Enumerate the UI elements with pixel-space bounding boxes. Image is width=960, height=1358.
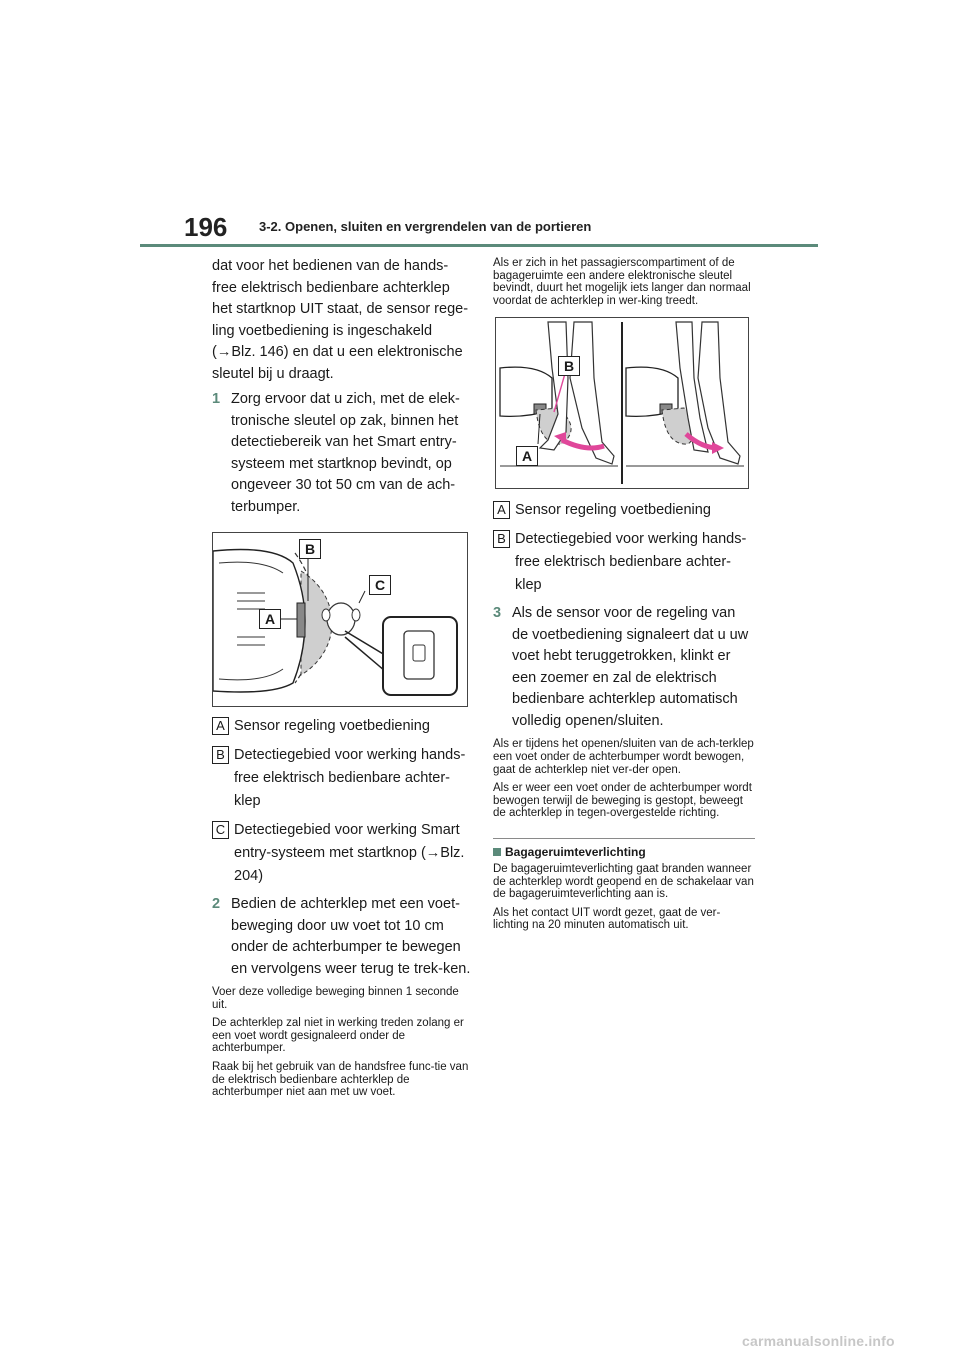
- figure-tag-a: A: [516, 446, 538, 466]
- legend-item-c: [212, 819, 472, 888]
- intro-paragraph: dat voor het bedienen van de hands-free elektrisch bedienbare achterklep het startknop UIT staat, de sensor rege-ling voetbediening is ingeschakeld (→Blz. 146) en dat u een elektronische sleutel bij u draagt.: [212, 258, 469, 382]
- legend-letter: B: [493, 530, 510, 548]
- figure-tag-b: B: [558, 356, 580, 376]
- figure-tag-a: A: [259, 609, 281, 629]
- top-view-illustration: [213, 533, 467, 706]
- legend-item-b: [212, 744, 472, 813]
- step-3: [493, 603, 755, 732]
- note: Als er tijdens het openen/sluiten van de ach-terklep een voet onder de achterbumper wordt bewogen, gaat de achterklep niet ver-der open.: [493, 738, 754, 776]
- right-column: [493, 256, 755, 938]
- subsection-heading: [493, 845, 755, 859]
- subsection-heading-text: Bagageruimteverlichting: [505, 844, 646, 859]
- note: Als er weer een voet onder de achterbumper wordt bewogen terwijl de beweging is gestopt, beweegt de achterklep in tegen-overgestelde richting.: [493, 782, 752, 820]
- subsection-rule: [493, 838, 755, 839]
- step-text: Zorg ervoor dat u zich, met de elek-tronische sleutel op zak, binnen het detectiebereik van het Smart entry-systeem met startknop bevindt, op ongeveer 30 tot 50 cm van de ach-terbumper.: [231, 391, 460, 515]
- step-1: [212, 389, 472, 518]
- note: De achterklep zal niet in werking treden zolang er een voet wordt gesignaleerd onder de achterbumper.: [212, 1017, 464, 1055]
- legend-text: Detectiegebied voor werking hands-free elektrisch bedienbare achter-klep: [515, 531, 747, 594]
- note: Voer deze volledige beweging binnen 1 seconde uit.: [212, 986, 459, 1011]
- figure-top-view: [212, 532, 468, 707]
- section-title: 3-2. Openen, sluiten en vergrendelen van de portieren: [259, 219, 592, 234]
- legend-text: Sensor regeling voetbediening: [234, 718, 430, 734]
- figure-tag-c: C: [369, 575, 391, 595]
- note: Als het contact UIT wordt gezet, gaat de ver-lichting na 20 minuten automatisch uit.: [493, 906, 721, 932]
- note: De bagageruimteverlichting gaat branden wanneer de achterklep wordt geopend en de schakelaar van de bagageruimteverlichting aan is.: [493, 862, 754, 901]
- step-number: 1: [212, 391, 221, 407]
- step-2: [212, 894, 472, 980]
- legend-item-a: [212, 715, 472, 738]
- legend-text: Detectiegebied voor werking hands-free elektrisch bedienbare achter-klep: [234, 747, 466, 809]
- step-number: 3: [493, 605, 502, 622]
- legend-text: Sensor regeling voetbediening: [515, 502, 711, 519]
- watermark: carmanualsonline.info: [742, 1333, 895, 1349]
- header-rule: [140, 244, 818, 247]
- note: Raak bij het gebruik van de handsfree func-tie van de elektrisch bedienbare achterklep de achterbumper niet aan met uw voet.: [212, 1060, 469, 1099]
- step-text: Als de sensor voor de regeling van de voetbediening signaleert dat u uw voet hebt teruggetrokken, klinkt er een zoemer en zal de elektrisch bedienbare achterklep automatisch volledig openen/sluiten.: [512, 605, 749, 729]
- left-column: [212, 256, 472, 1105]
- figure-side-view: [495, 317, 749, 489]
- legend-item-b: [493, 528, 755, 597]
- legend-letter: A: [212, 717, 229, 735]
- legend-text: Detectiegebied voor werking Smart entry-systeem met startknop (→Blz. 204): [234, 822, 465, 884]
- legend-letter: C: [212, 821, 229, 839]
- step-text: Bedien de achterklep met een voet-beweging door uw voet tot 10 cm onder de achterbumper te bewegen en vervolgens weer terug te trek-ken.: [231, 896, 471, 977]
- page-number: 196: [184, 212, 228, 242]
- legend-item-a: [493, 499, 755, 522]
- note: Als er zich in het passagierscompartiment of de bagageruimte een andere elektronische sleutel bevindt, duurt het mogelijk iets langer dan normaal voordat de achterklep in wer-king treedt.: [493, 257, 751, 307]
- step-number: 2: [212, 896, 221, 912]
- legend-letter: B: [212, 746, 229, 764]
- legend-letter: A: [493, 501, 510, 519]
- square-bullet-icon: [493, 848, 501, 856]
- figure-tag-b: B: [299, 539, 321, 559]
